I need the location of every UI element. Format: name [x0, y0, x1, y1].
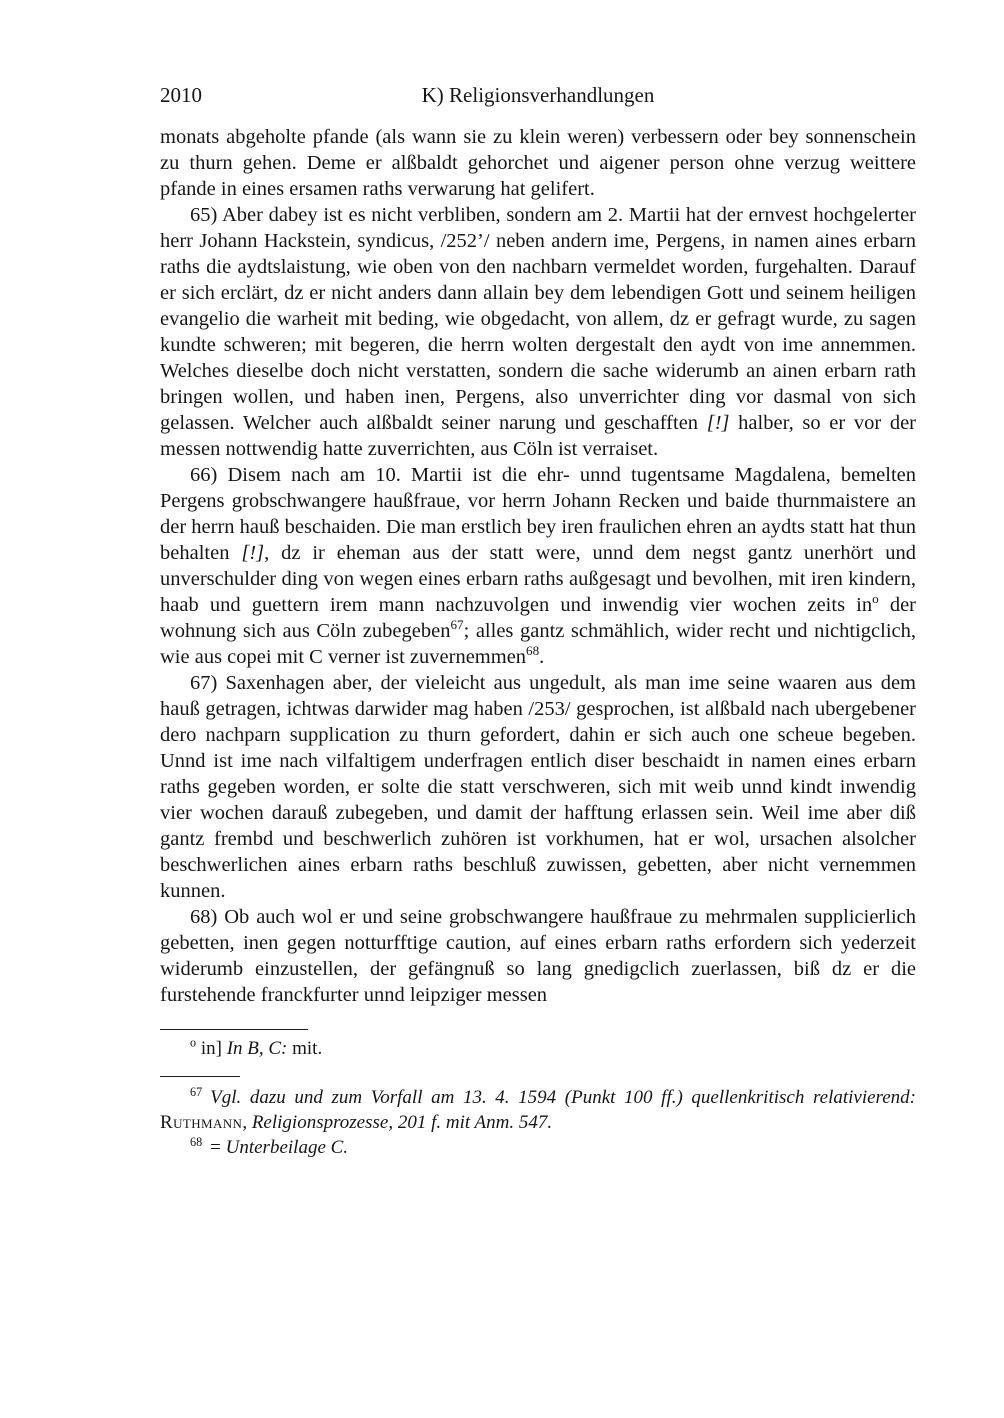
footnote-marker: 68 — [190, 1134, 203, 1149]
text-segment: der wohnung sich aus Cöln zubegeben — [160, 594, 916, 642]
text-segment: Unterbeilage C. — [225, 1137, 349, 1158]
text-segment: Religionsprozesse, 201 f. mit Anm. 547. — [251, 1112, 553, 1133]
text-segment: mit. — [287, 1038, 323, 1059]
text-segment: , dz ir eheman aus der statt were, unnd dem negst gantz unerhört und unverschulder ding von wegen eines erbarn raths außgesagt und bevolhen, mit iren kindern, haab und guettern irem mann nachzuvolgen und inwendig vier wochen zeits in — [160, 542, 916, 616]
apparatus-entry — [160, 1036, 916, 1061]
text-segment: 65) Aber dabey ist es nicht verbliben, sondern am 2. Martii hat der ernvest hochgelerter herr Johann Hackstein, syndicus, /252’/ neben andern ime, Pergens, in namen aines erbarn raths die aydtslaistung, wie oben von den nachbarn vermeldet worden, furgehalten. Darauf er sich erclärt, dz er nicht anders dann allain bey dem lebendigen Gott und seinem heiligen evangelio die warheit mit beding, wie obgedacht, von allem, dz er gefragt wurde, zu sagen kundte schweren; mit begeren, die herrn wolten dergestalt den aydt von ime annemmen. Welches dieselbe doch nicht verstatten, sondern die sache widerumb an ainen erbarn rath bringen wollen, und haben inen, Pergens, also unverrichter ding vor dasmal von sich gelassen. Welcher auch alßbaldt seiner narung und geschafften — [160, 204, 916, 434]
text-segment: Vgl. dazu und zum Vorfall am 13. 4. 1594 (Punkt 100 ff.) quellenkritisch relativierend: — [210, 1087, 916, 1108]
text-segment: . — [539, 646, 545, 668]
text-segment: , — [242, 1112, 252, 1133]
body-paragraph — [160, 202, 916, 462]
superscript-note-marker: o — [872, 591, 879, 607]
apparatus-section — [160, 1036, 916, 1061]
page-number: 2010 — [160, 83, 202, 107]
apparatus-rule — [160, 1029, 308, 1030]
text-segment: = — [210, 1137, 226, 1158]
superscript-note-marker: 68 — [526, 643, 540, 659]
text-segment: monats abgeholte pfande (als wann sie zu klein weren) verbessern oder bey sonnenschein zu thurn gehen. Deme er alßbaldt gehorchet und aigener person ohne verzug weittere pfande in eines ersamen raths verwarung hat gelifert. — [160, 126, 916, 200]
text-segment: In B, C: — [226, 1038, 288, 1059]
text-segment: 67) Saxenhagen aber, der vieleicht aus ungedult, als man ime seine waaren aus dem hauß getragen, ichtwas darwider mag haben /253/ gesprochen, ist alßbald nach ubergebener dero nachparn supplication zu thurn gefordert, dahin er sich auch one scheue begeben. Unnd ist ime nach vilfaltigem underfragen entlich diser beschaidt in namen eines erbarn raths gegeben worden, er solte die statt verschweren, sich mit weib unnd kindt inwendig vier wochen darauß zubegeben, und damit der hafftung erlassen sein. Weil ime aber diß gantz frembd und beschwerlich zuhören ist vorkhumen, hat er wol, ursachen alsolcher beschwerlichen aines erbarn raths beschluß zuwissen, gebetten, aber nicht vernemmen kunnen. — [160, 672, 916, 902]
text-segment: halber, so er vor der messen nottwendig hatte zuverrichten, aus Cöln ist verraiset. — [160, 412, 916, 460]
body-paragraph — [160, 904, 916, 1008]
superscript-note-marker: 67 — [450, 617, 464, 633]
text-segment: in] — [196, 1038, 227, 1059]
text-segment: [!] — [706, 412, 730, 434]
footnote — [160, 1135, 916, 1160]
body-paragraph — [160, 124, 916, 202]
text-segment: Ruthmann — [160, 1112, 243, 1133]
running-head: K) Religionsverhandlungen — [421, 83, 655, 107]
body-text — [160, 124, 916, 1008]
body-paragraph — [160, 670, 916, 904]
text-segment: 66) Disem nach am 10. Martii ist die ehr- unnd tugentsame Magdalena, bemelten Pergens grobschwangere haußfraue, vor herrn Johann Recken und baide thurnmaistere an der herrn hauß beschaiden. Die man erstlich bey iren fraulichen ehren an aydts statt hat thun behalten — [160, 464, 916, 564]
text-segment: [!] — [241, 542, 265, 564]
text-block — [160, 82, 916, 1160]
text-segment: ; alles gantz schmählich, wider recht und nichtigclich, wie aus copei mit C verner ist zuvernemmen — [160, 620, 916, 668]
footnote-marker: 67 — [190, 1084, 203, 1099]
footnote-rule — [160, 1076, 240, 1077]
body-paragraph — [160, 462, 916, 670]
text-segment: 68) Ob auch wol er und seine grobschwangere haußfraue zu mehrmalen supplicierlich gebetten, inen gegen notturfftige caution, auf eines erbarn raths erfordern sich yederzeit widerumb einzustellen, der gefängnuß so lang gnedigclich zuerlassen, biß dz er die furstehende franckfurter unnd leipziger messen — [160, 906, 916, 1006]
footnote — [160, 1085, 916, 1135]
superscript-note-marker: o — [190, 1035, 197, 1050]
page-header — [160, 82, 916, 110]
footnote-section — [160, 1085, 916, 1160]
